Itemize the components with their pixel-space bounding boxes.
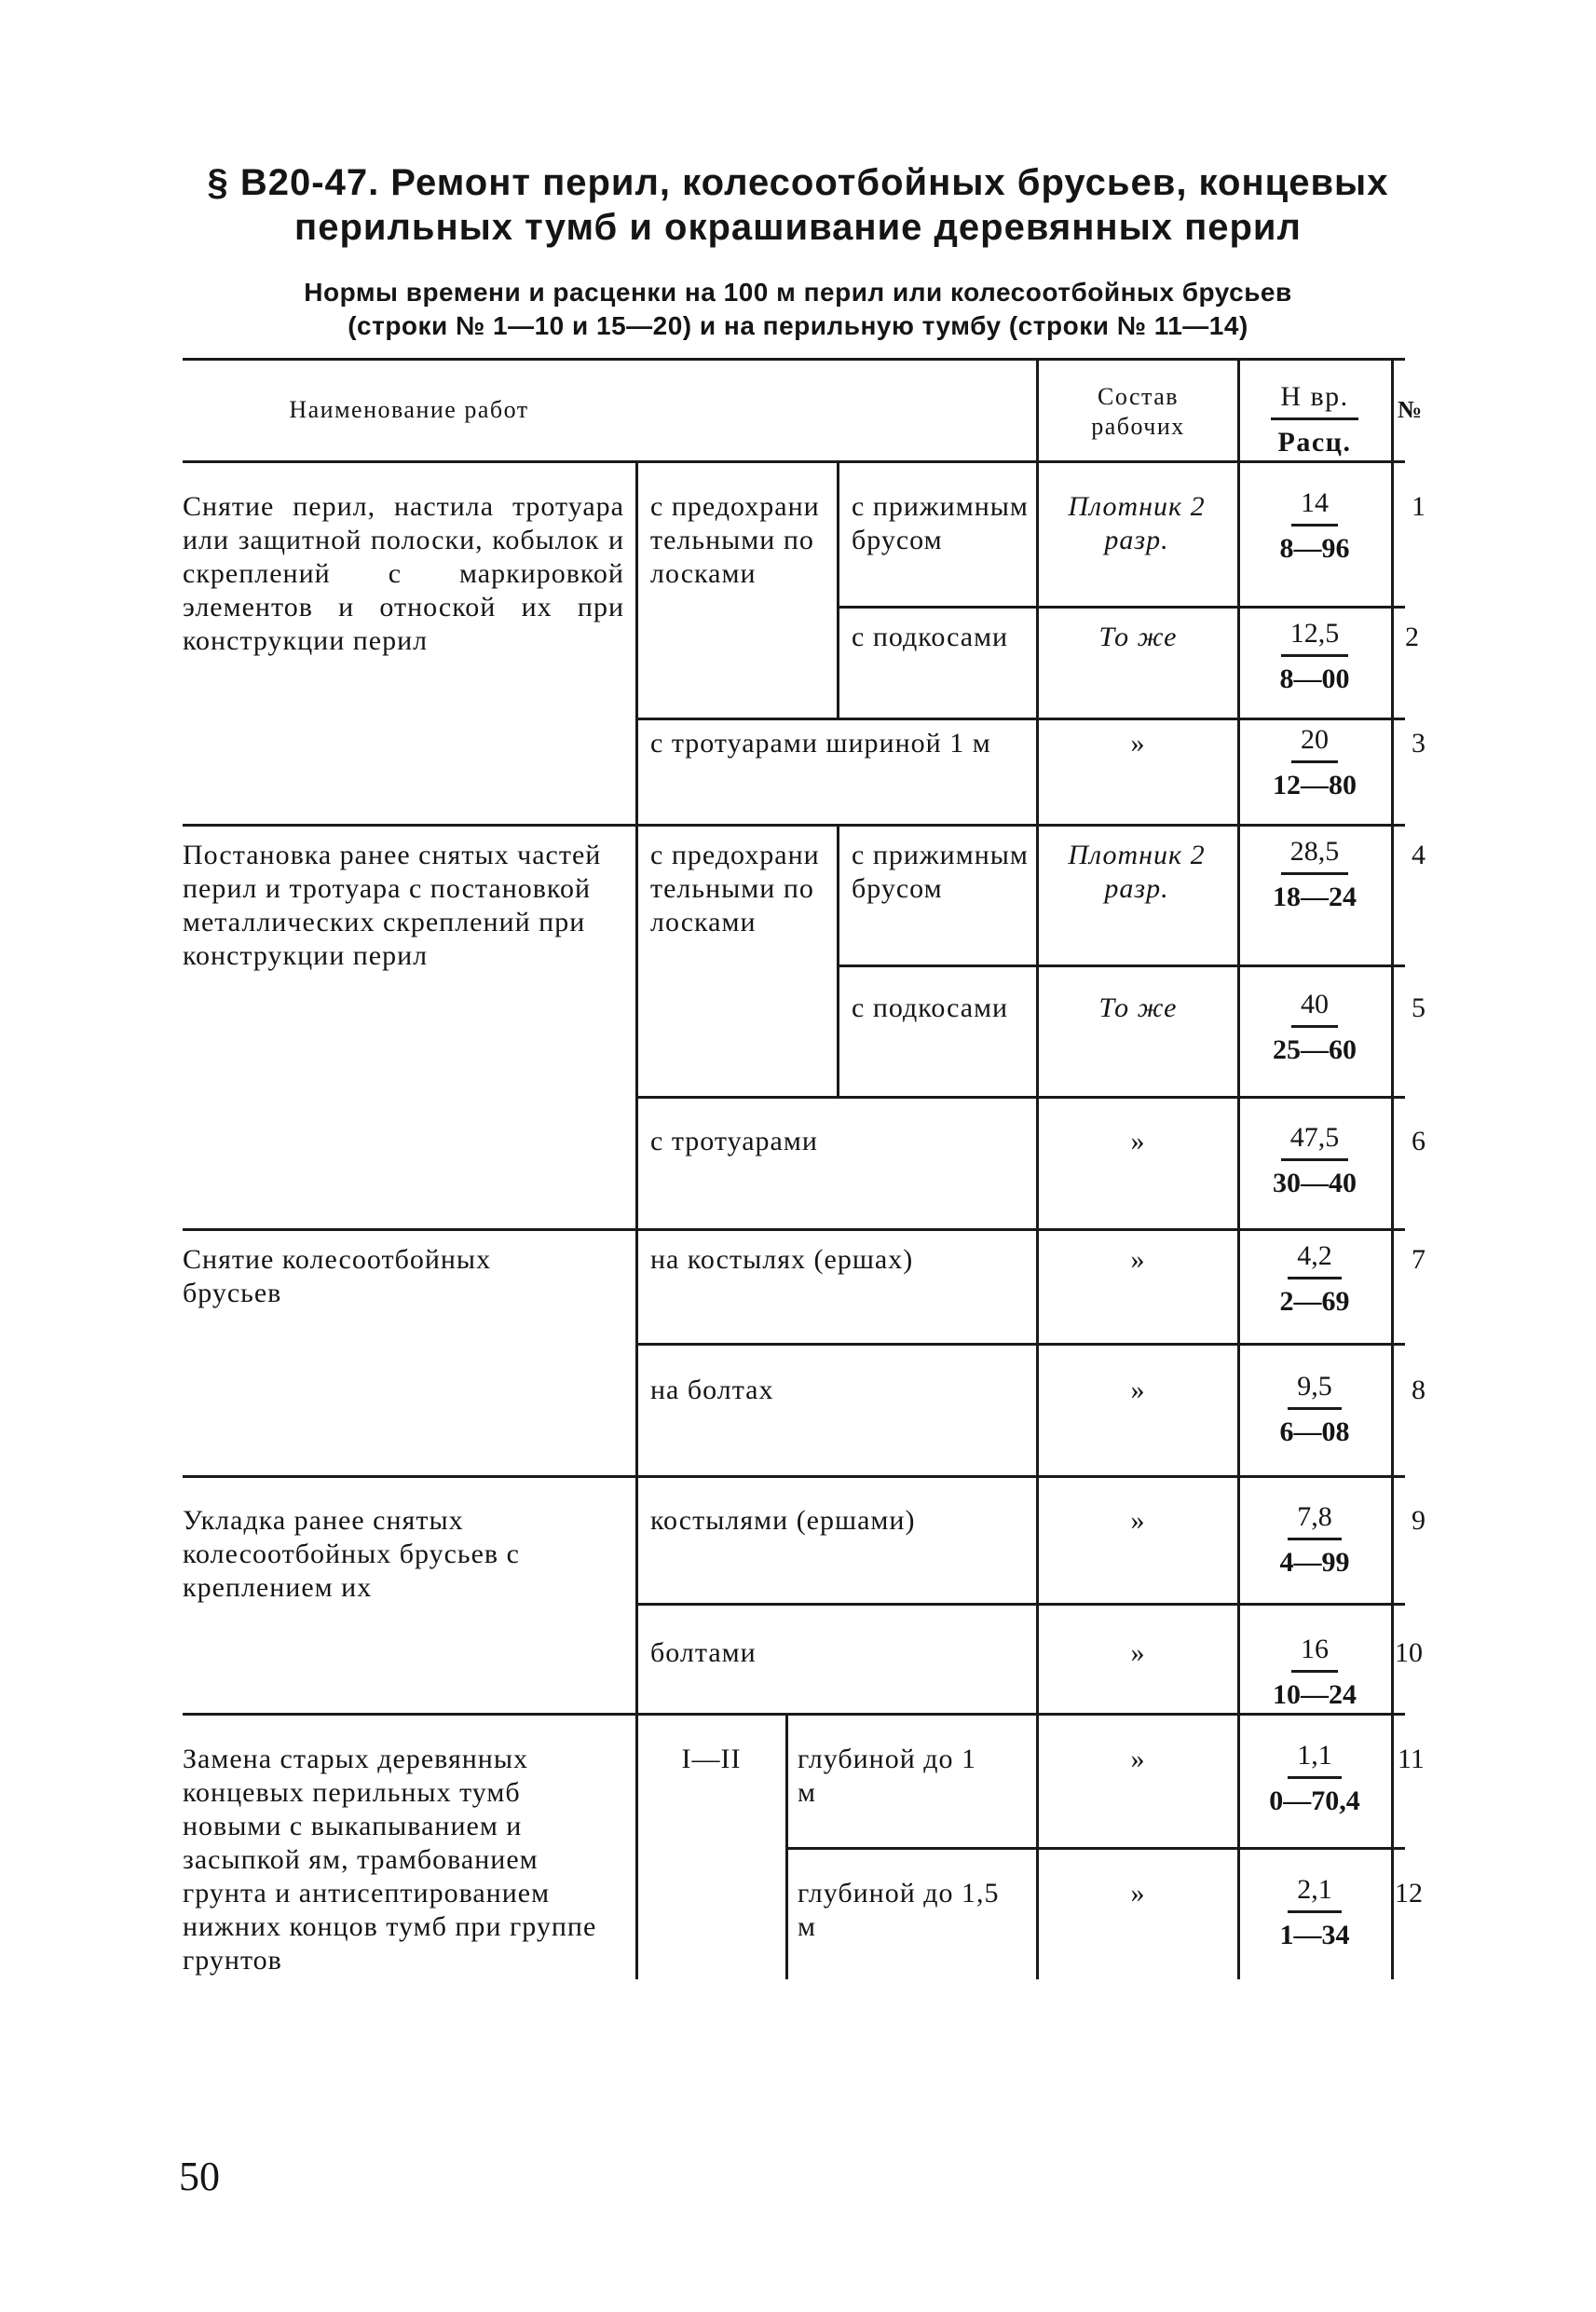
rule-row7-bottom [637,1343,1405,1346]
rule-row5-bottom [637,1096,1405,1099]
price-row-2: 8—00 [1279,664,1350,694]
column-header-rate: Расц. [1277,427,1352,458]
group-laying-beams: Укладка ранее снятых колесоотбойных брусьев с креплением их [183,1505,520,1603]
crew-row-6: » [1130,1126,1146,1156]
norm-time-row-6: 47,5 [1281,1121,1349,1161]
norm-time-row-8: 9,5 [1288,1370,1342,1410]
price-row-1: 8—96 [1279,533,1350,564]
crew-row-8: » [1130,1375,1146,1405]
rule-row4-bottom [839,964,1405,967]
row-number-1: 1 [1412,491,1425,522]
norm-time-row-1: 14 [1291,486,1338,527]
variant-row-8: на болтах [650,1375,774,1405]
price-row-8: 6—08 [1279,1416,1350,1447]
group-install-railings: Постановка ранее снятых частей перил и тротуара с постановкой металлических скреплений при конструкции перил [183,840,602,971]
column-header-crew-line-1: Состав [1097,383,1180,410]
norm-rate-row-5 [1240,988,1389,1067]
rule-soil-group-right [785,1713,788,1979]
price-row-12: 1—34 [1279,1920,1350,1950]
norm-rate-row-10 [1240,1633,1389,1712]
variant-row-1: с прижимным брусом [852,491,1029,555]
rule-row10-bottom [183,1713,1405,1716]
variant-row-6: с тротуарами [650,1126,818,1156]
price-row-10: 10—24 [1273,1679,1357,1710]
rule-subgroup-right-b [837,824,839,1098]
norm-time-row-10: 16 [1291,1633,1338,1673]
price-row-11: 0—70,4 [1269,1785,1360,1816]
column-header-number: № [1398,396,1424,423]
norm-rate-row-2 [1240,617,1389,696]
variant-row-11: глубиной до 1 м [798,1744,977,1808]
row-number-8: 8 [1412,1375,1425,1405]
group-removal-beams: Снятие колесоотбойных брусьев [183,1244,492,1308]
column-header-work-name: Наименование работ [289,396,529,423]
table-caption-line-1: Нормы времени и расценки на 100 м перил или колесоотбойных брусьев [304,278,1292,307]
norm-time-row-3: 20 [1291,723,1338,763]
row-number-11: 11 [1398,1744,1425,1774]
crew-row-7: » [1130,1244,1146,1275]
norm-time-row-4: 28,5 [1281,835,1349,875]
price-row-3: 12—80 [1273,770,1357,800]
rule-row8-bottom [183,1475,1405,1478]
row-number-12: 12 [1395,1878,1423,1908]
section-title [140,160,1456,250]
variant-row-10: болтами [650,1637,757,1668]
column-header-norm-rate [1240,380,1389,459]
row-number-3: 3 [1412,728,1425,759]
table-caption-line-2: (строки № 1—10 и 15—20) и на перильную тумбу (строки № 11—14) [348,311,1248,340]
norm-rate-row-6 [1240,1121,1389,1200]
norm-rate-row-1 [1240,486,1389,566]
rule-header-bottom [183,460,1405,463]
table-caption [140,276,1456,343]
price-row-9: 4—99 [1279,1547,1350,1578]
crew-row-10: » [1130,1637,1146,1668]
page-number: 50 [179,2154,220,2199]
row-number-7: 7 [1412,1244,1425,1275]
price-row-6: 30—40 [1273,1168,1357,1198]
rule-row6-bottom [183,1228,1405,1231]
norm-rate-row-8 [1240,1370,1389,1449]
norm-time-row-11: 1,1 [1288,1739,1342,1779]
row-number-6: 6 [1412,1126,1425,1156]
crew-row-1: Плотник 2 разр. [1068,491,1206,555]
row-number-5: 5 [1412,992,1425,1023]
rule-row11-bottom [787,1847,1405,1850]
crew-row-12: » [1130,1878,1146,1908]
norm-rate-row-12 [1240,1873,1389,1952]
variant-row-4: с прижимным брусом [852,840,1029,904]
variant-row-12: глубиной до 1,5 м [798,1878,1000,1942]
section-title-line-1: § В20-47. Ремонт перил, колесоотбойных брусьев, концевых [207,162,1389,203]
variant-row-7: на костылях (ершах) [650,1244,914,1275]
norm-time-row-12: 2,1 [1288,1873,1342,1913]
norm-time-row-2: 12,5 [1281,617,1349,657]
group-replace-posts: Замена старых деревянных концевых перильных тумб новыми с выкапыванием и засыпкой ям, трамбованием грунта и антисептированием нижних концов тумб при группе грунтов [183,1744,597,1976]
column-header-norm-time: Н вр. [1271,380,1357,420]
variant-row-3: с тротуарами шириной 1 м [650,728,991,759]
row-number-10: 10 [1395,1637,1423,1668]
rule-row9-bottom [637,1603,1405,1606]
price-row-5: 25—60 [1273,1034,1357,1065]
norm-time-row-9: 7,8 [1288,1500,1342,1540]
row-number-9: 9 [1412,1505,1425,1536]
row-number-2: 2 [1405,622,1419,652]
column-header-crew [1039,382,1237,442]
column-header-crew-line-2: рабочих [1091,413,1185,440]
crew-row-11: » [1130,1744,1146,1774]
crew-row-3: » [1130,728,1146,759]
subgroup-soil-group: I—II [681,1744,742,1774]
rule-norm-right [1391,358,1394,1979]
row-number-4: 4 [1412,840,1425,870]
rule-subgroup-right-a [837,460,839,719]
rule-row2-bottom [637,718,1405,720]
variant-row-9: костылями (ершами) [650,1505,916,1536]
crew-row-4: Плотник 2 разр. [1068,840,1206,904]
norm-rate-row-9 [1240,1500,1389,1580]
crew-row-2: То же [1098,622,1178,652]
rule-crew-left [1036,358,1039,1979]
rule-table-top [183,358,1405,361]
norm-rate-row-7 [1240,1239,1389,1319]
crew-row-9: » [1130,1505,1146,1536]
norm-time-row-5: 40 [1291,988,1338,1028]
section-title-line-2: перильных тумб и окрашивание деревянных перил [294,207,1302,248]
crew-row-5: То же [1098,992,1178,1023]
rule-row1-bottom [839,606,1405,609]
subgroup-safety-strips-1: с предохранительными полосками [650,491,820,589]
norm-rate-row-3 [1240,723,1389,802]
rule-row3-bottom [183,824,1405,827]
norm-rate-row-11 [1240,1739,1389,1818]
variant-row-2: с подкосами [852,622,1009,652]
norm-rate-row-4 [1240,835,1389,914]
variant-row-5: с подкосами [852,992,1009,1023]
price-row-4: 18—24 [1273,882,1357,912]
price-row-7: 2—69 [1279,1286,1350,1317]
subgroup-safety-strips-2: с предохранительными полосками [650,840,820,937]
norm-time-row-7: 4,2 [1288,1239,1342,1279]
group-removal-railings: Снятие перил, настила тротуара или защитной полоски, кобылок и скреплений с маркировкой элементов и отноской их при конструкции перил [183,491,624,656]
